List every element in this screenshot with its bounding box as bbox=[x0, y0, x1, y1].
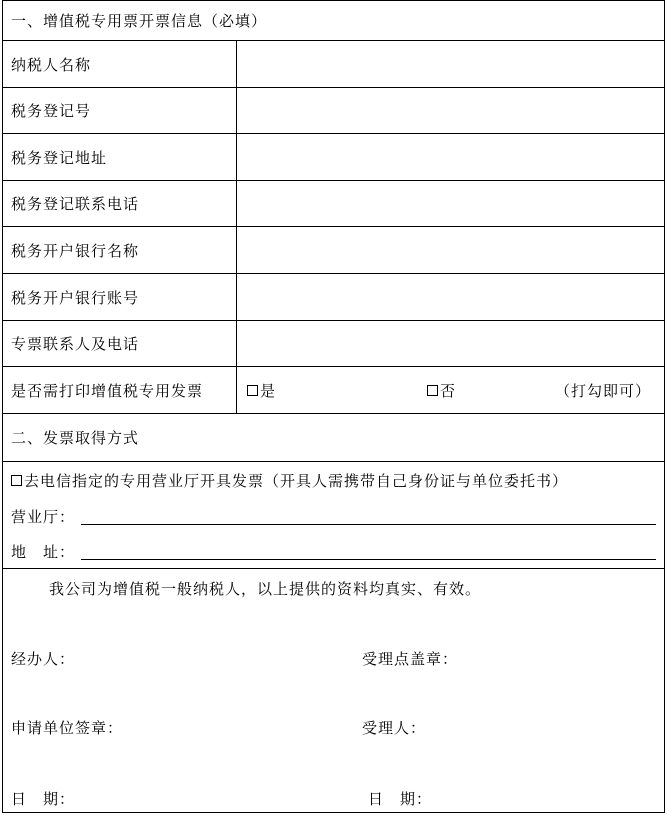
address-label: 地 址： bbox=[11, 543, 76, 561]
pickup-option-label: 去电信指定的专用营业厅开具发票（开具人需携带自己身份证与单位委托书） bbox=[24, 472, 569, 490]
tax-reg-phone-field[interactable] bbox=[237, 181, 664, 226]
bank-account-field[interactable] bbox=[237, 274, 664, 320]
section2-title: 二、发票取得方式 bbox=[11, 429, 140, 447]
checkbox-no[interactable] bbox=[427, 385, 438, 396]
yes-label: 是 bbox=[260, 381, 277, 400]
declaration-statement: 我公司为增值税一般纳税人，以上提供的资料均真实、有效。 bbox=[49, 580, 482, 598]
table-row bbox=[3, 88, 664, 134]
table-row bbox=[3, 321, 664, 367]
date-right-label: 日 期： bbox=[368, 790, 433, 808]
yes-option[interactable] bbox=[247, 367, 276, 413]
bank-name-label: 税务开户银行名称 bbox=[3, 227, 237, 273]
contact-label: 专票联系人及电话 bbox=[3, 321, 237, 366]
checkbox-pickup[interactable] bbox=[11, 475, 22, 486]
applicant-seal-label: 申请单位签章： bbox=[11, 719, 124, 737]
tax-reg-number-field[interactable] bbox=[237, 88, 664, 133]
table-row bbox=[3, 274, 664, 321]
table-row bbox=[3, 181, 664, 227]
table-row bbox=[3, 41, 664, 88]
tax-reg-address-field[interactable] bbox=[237, 134, 664, 180]
table-row bbox=[3, 227, 664, 274]
section2-header bbox=[3, 414, 664, 462]
contact-field[interactable] bbox=[237, 321, 664, 366]
hall-label: 营业厅： bbox=[11, 508, 76, 526]
stamp-label: 受理点盖章： bbox=[362, 650, 459, 668]
section2-body bbox=[3, 462, 664, 569]
tax-reg-phone-label: 税务登记联系电话 bbox=[3, 181, 237, 226]
checkbox-yes[interactable] bbox=[247, 385, 258, 396]
tick-hint: （打勾即可） bbox=[555, 381, 652, 400]
hall-input-line[interactable] bbox=[81, 524, 656, 525]
section1-title: 一、增值税专用票开票信息（必填） bbox=[11, 12, 268, 30]
no-label: 否 bbox=[440, 381, 457, 400]
print-vat-options bbox=[237, 367, 664, 413]
pickup-option[interactable] bbox=[11, 470, 568, 491]
tax-reg-number-label: 税务登记号 bbox=[3, 88, 237, 133]
handler-label: 经办人： bbox=[11, 650, 76, 668]
address-input-line[interactable] bbox=[81, 559, 656, 560]
bank-account-label: 税务开户银行账号 bbox=[3, 274, 237, 320]
tax-reg-address-label: 税务登记地址 bbox=[3, 134, 237, 180]
print-vat-label: 是否需打印增值税专用发票 bbox=[3, 367, 237, 413]
taxpayer-name-field[interactable] bbox=[237, 41, 664, 87]
receiver-label: 受理人： bbox=[362, 719, 427, 737]
section1-header bbox=[3, 1, 664, 41]
no-option[interactable] bbox=[427, 367, 456, 413]
date-left-label: 日 期： bbox=[11, 790, 76, 808]
print-vat-row bbox=[3, 367, 664, 414]
vat-invoice-form bbox=[2, 0, 665, 813]
bank-name-field[interactable] bbox=[237, 227, 664, 273]
table-row bbox=[3, 134, 664, 181]
taxpayer-name-label: 纳税人名称 bbox=[3, 41, 237, 87]
